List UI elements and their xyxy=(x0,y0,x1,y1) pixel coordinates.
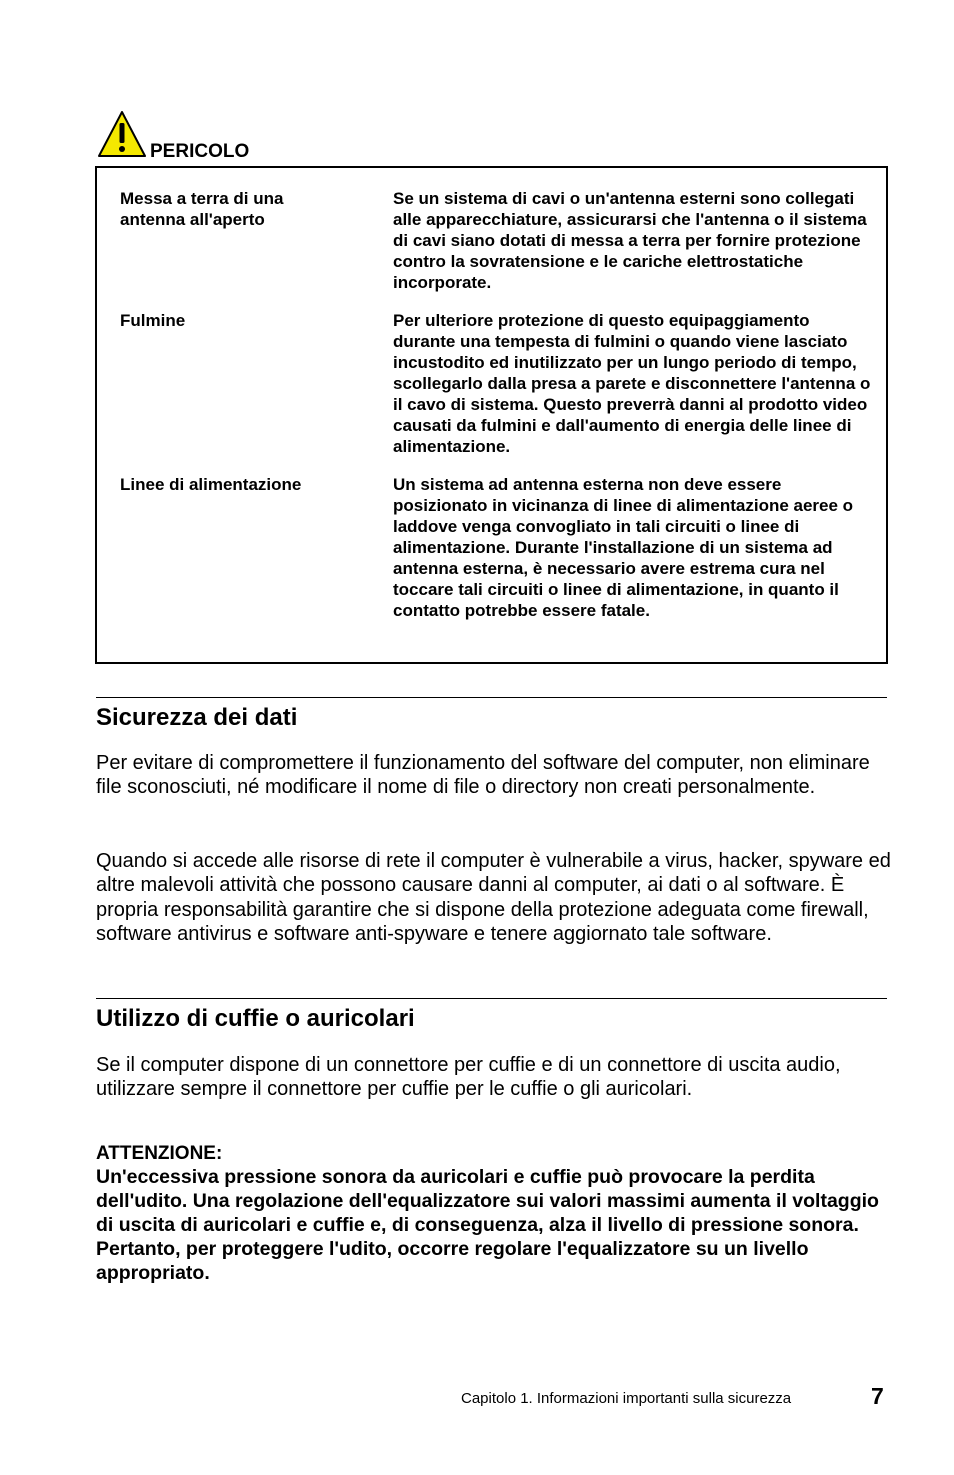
danger-row-term: Linee di alimentazione xyxy=(120,475,302,494)
section-title: Utilizzo di cuffie o auricolari xyxy=(96,1005,415,1032)
danger-notice-header xyxy=(97,110,397,166)
attention-label: ATTENZIONE: xyxy=(96,1143,223,1164)
danger-row-description: Un sistema ad antenna esterna non deve essere posizionato in vicinanza di linee di alimentazione aeree o laddove venga convogliato in tali circuiti o linee di alimentazione. Durante l'installazione di un sistema ad antenna esterna, è necessario avere estrema cura nel toccare tali circuiti o linee di alimentazione, in quanto il contatto potrebbe essere fatale. xyxy=(393,475,854,620)
danger-label: PERICOLO xyxy=(150,141,250,162)
danger-row-term: Fulmine xyxy=(120,311,186,330)
section-divider xyxy=(96,998,887,999)
attention-text: Un'eccessiva pressione sonora da auricolari e cuffie può provocare la perdita dell'udito. Una regolazione dell'equalizzatore sui valori massimi aumenta il voltaggio di uscita di auricolari e cuffie e, di conseguenza, alza il livello di pressione sonora. Pertanto, per proteggere l'udito, occorre regolare l'equalizzatore su un livello appropriato. xyxy=(96,1166,879,1284)
danger-row-term: Messa a terra di una antenna all'aperto xyxy=(120,189,284,229)
warning-triangle-icon xyxy=(97,110,147,158)
page-number: 7 xyxy=(871,1383,884,1409)
body-paragraph: Quando si accede alle risorse di rete il computer è vulnerabile a virus, hacker, spyware ed altre malevoli attività che possono causare danni al computer, ai dati o al software. È propria responsabilità garantire che si dispone della protezione adeguata come firewall, software antivirus e software anti-spyware e tenere aggiornato tale software. xyxy=(96,850,891,945)
danger-notice-box xyxy=(95,166,888,664)
danger-row-description: Per ulteriore protezione di questo equipaggiamento durante una tempesta di fulmini o quando viene lasciato incustodito ed inutilizzato per un lungo periodo di tempo, scollegarlo dalla presa a parete e disconnettere l'antenna o il cavo di sistema. Questo preverrà danni al prodotto video causati da fulmini e dall'aumento di energia delle linee di alimentazione. xyxy=(393,311,871,456)
section-title: Sicurezza dei dati xyxy=(96,704,298,731)
body-paragraph: Se il computer dispone di un connettore per cuffie e di un connettore di uscita audio, utilizzare sempre il connettore per cuffie per le cuffie o gli auricolari. xyxy=(96,1054,841,1101)
footer-chapter: Capitolo 1. Informazioni importanti sulla sicurezza xyxy=(461,1390,792,1407)
danger-row-description: Se un sistema di cavi o un'antenna esterni sono collegati alle apparecchiature, assicurarsi che l'antenna o il sistema di cavi siano dotati di messa a terra per fornire protezione contro la sovratensione e le cariche elettrostatiche incorporate. xyxy=(393,189,867,292)
section-divider xyxy=(96,697,887,698)
body-paragraph: Per evitare di compromettere il funzionamento del software del computer, non eliminare file sconosciuti, né modificare il nome di file o directory non creati personalmente. xyxy=(96,752,870,799)
